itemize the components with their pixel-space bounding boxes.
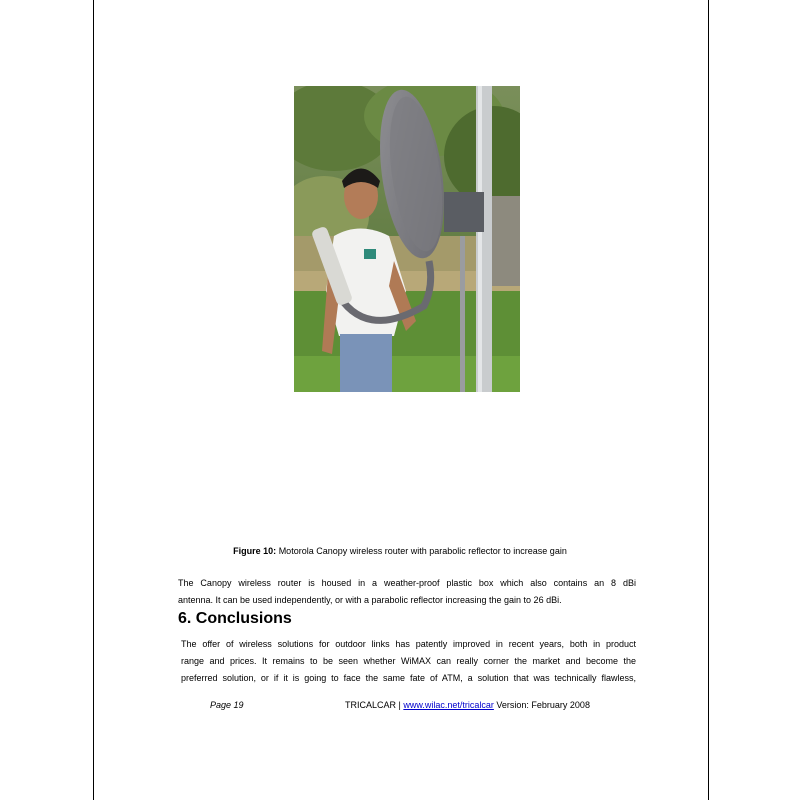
footer-project: TRICALCAR |: [345, 700, 404, 710]
paragraph-canopy: [178, 575, 636, 609]
footer-version: Version: February 2008: [493, 700, 590, 710]
section-heading: 6. Conclusions: [178, 610, 292, 627]
caption-text: Motorola Canopy wireless router with parabolic reflector to increase gain: [276, 546, 567, 556]
caption-label: Figure 10:: [233, 546, 277, 556]
paragraph-line: The Canopy wireless router is housed in a weather-proof plastic box which also contains an 8 dBi: [178, 578, 636, 588]
paragraph-line: preferred solution, or if it is going to face the same fate of ATM, a solution that was technically flawless,: [181, 673, 636, 683]
paragraph-conclusions: [181, 636, 636, 687]
figure-photo: [294, 86, 520, 392]
figure-caption: [0, 546, 800, 556]
paragraph-line: range and prices. It remains to be seen whether WiMAX can really corner the market and become the: [181, 656, 636, 666]
paragraph-line: The offer of wireless solutions for outdoor links has patently improved in recent years, both in product: [181, 639, 636, 649]
footer-info: [345, 700, 590, 710]
footer-page-number: Page 19: [210, 700, 244, 710]
footer-link[interactable]: www.wilac.net/tricalcar: [403, 700, 494, 710]
paragraph-line: antenna. It can be used independently, or with a parabolic reflector increasing the gain to 26 dBi.: [178, 595, 562, 605]
